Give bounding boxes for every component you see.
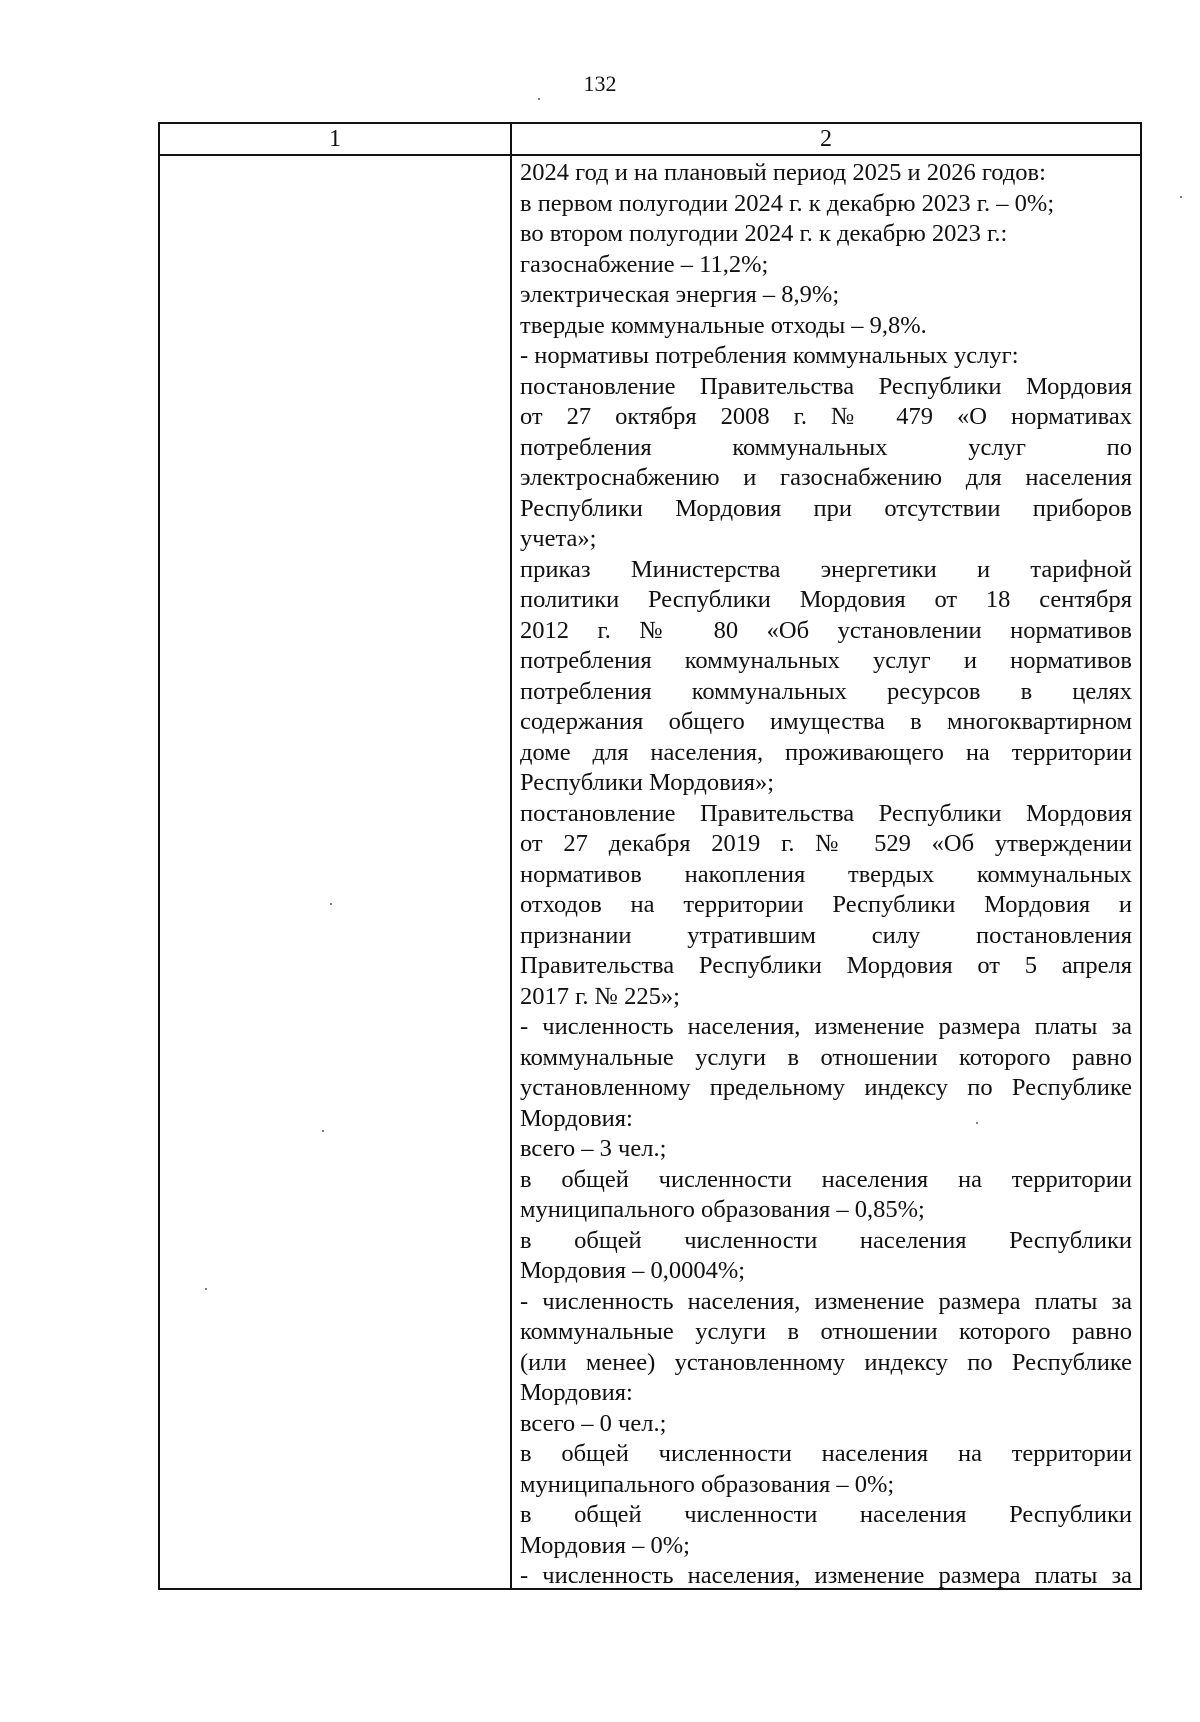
text-line: - численность населения, изменение размера платы за <box>520 1287 1132 1315</box>
text-line: Республики Мордовия при отсутствии приборов <box>520 494 1132 522</box>
scan-speck <box>538 98 540 100</box>
text-line: всего – 3 чел.; <box>520 1135 667 1162</box>
text-line: потребления коммунальных услуг и нормативов <box>520 647 1132 674</box>
text-line: установленному предельному индексу по Республике <box>520 1074 1132 1101</box>
text-line: от 27 декабря 2019 г. № 529 «Об утверждении <box>520 830 1132 857</box>
text-line: муниципального образования – 0%; <box>520 1470 895 1498</box>
text-line: Правительства Республики Мордовия от 5 апреля <box>520 952 1132 979</box>
text-line: - численность населения, изменение размера платы за <box>520 1562 1132 1589</box>
table-header-row <box>160 124 1140 156</box>
text-line: Республики Мордовия»; <box>520 769 775 796</box>
column-divider <box>510 124 512 1588</box>
document-table <box>158 122 1142 1590</box>
text-line: потребления коммунальных услуг по <box>520 433 1132 461</box>
text-line: - численность населения, изменение размера платы за <box>520 1013 1132 1040</box>
text-line: газоснабжение – 11,2%; <box>520 250 769 278</box>
text-line: постановление Правительства Республики Мордовия <box>520 372 1132 400</box>
text-line: приказ Министерства энергетики и тарифной <box>520 555 1132 583</box>
text-line: Мордовия: <box>520 1379 633 1406</box>
text-line: электроснабжению и газоснабжению для населения <box>520 464 1132 491</box>
text-line: - нормативы потребления коммунальных услуг: <box>520 342 1019 369</box>
text-line: в общей численности населения на территории <box>520 1440 1132 1467</box>
text-line: постановление Правительства Республики Мордовия <box>520 799 1132 827</box>
text-line: Мордовия: <box>520 1104 633 1132</box>
scan-speck <box>330 903 332 905</box>
text-line: от 27 октября 2008 г. № 479 «О нормативах <box>520 403 1132 430</box>
scan-speck <box>322 1130 324 1132</box>
text-line: нормативов накопления твердых коммунальных <box>520 860 1132 888</box>
text-line: (или менее) установленному индексу по Республике <box>520 1348 1132 1376</box>
text-line: в общей численности населения на территории <box>520 1165 1132 1193</box>
text-line: политики Республики Мордовия от 18 сентября <box>520 586 1132 613</box>
table-header-col-2: 2 <box>820 126 832 152</box>
text-line: муниципального образования – 0,85%; <box>520 1196 925 1223</box>
text-line: в общей численности населения Республики <box>520 1501 1132 1528</box>
text-line: Мордовия – 0,0004%; <box>520 1257 746 1284</box>
table-cell-col-2 <box>520 158 1132 1592</box>
table-header-col-1: 1 <box>329 126 341 152</box>
text-line: всего – 0 чел.; <box>520 1409 667 1437</box>
text-line: 2012 г. № 80 «Об установлении нормативов <box>520 616 1132 644</box>
text-line: отходов на территории Республики Мордовия и <box>520 891 1132 918</box>
scan-speck <box>205 1288 207 1290</box>
scan-speck <box>976 1122 978 1124</box>
page-number: 132 <box>583 71 617 96</box>
text-line: в первом полугодии 2024 г. к декабрю 2023 г. – 0%; <box>520 189 1055 217</box>
text-line: коммунальные услуги в отношении которого равно <box>520 1043 1132 1071</box>
text-line: признании утратившим силу постановления <box>520 921 1132 949</box>
text-line: коммунальные услуги в отношении которого равно <box>520 1318 1132 1345</box>
text-line: потребления коммунальных ресурсов в целях <box>520 677 1132 705</box>
scan-speck <box>1180 196 1182 198</box>
text-line: электрическая энергия – 8,9%; <box>520 281 840 308</box>
text-line: во втором полугодии 2024 г. к декабрю 2023 г.: <box>520 220 1008 247</box>
text-line: учета»; <box>520 525 597 552</box>
text-line: твердые коммунальные отходы – 9,8%. <box>520 311 927 339</box>
text-line: Мордовия – 0%; <box>520 1531 690 1559</box>
text-line: содержания общего имущества в многоквартирном <box>520 708 1132 735</box>
text-line: в общей численности населения Республики <box>520 1226 1132 1254</box>
text-line: 2017 г. № 225»; <box>520 982 680 1010</box>
text-line: доме для населения, проживающего на территории <box>520 738 1132 766</box>
text-line: 2024 год и на плановый период 2025 и 2026 годов: <box>520 159 1046 186</box>
